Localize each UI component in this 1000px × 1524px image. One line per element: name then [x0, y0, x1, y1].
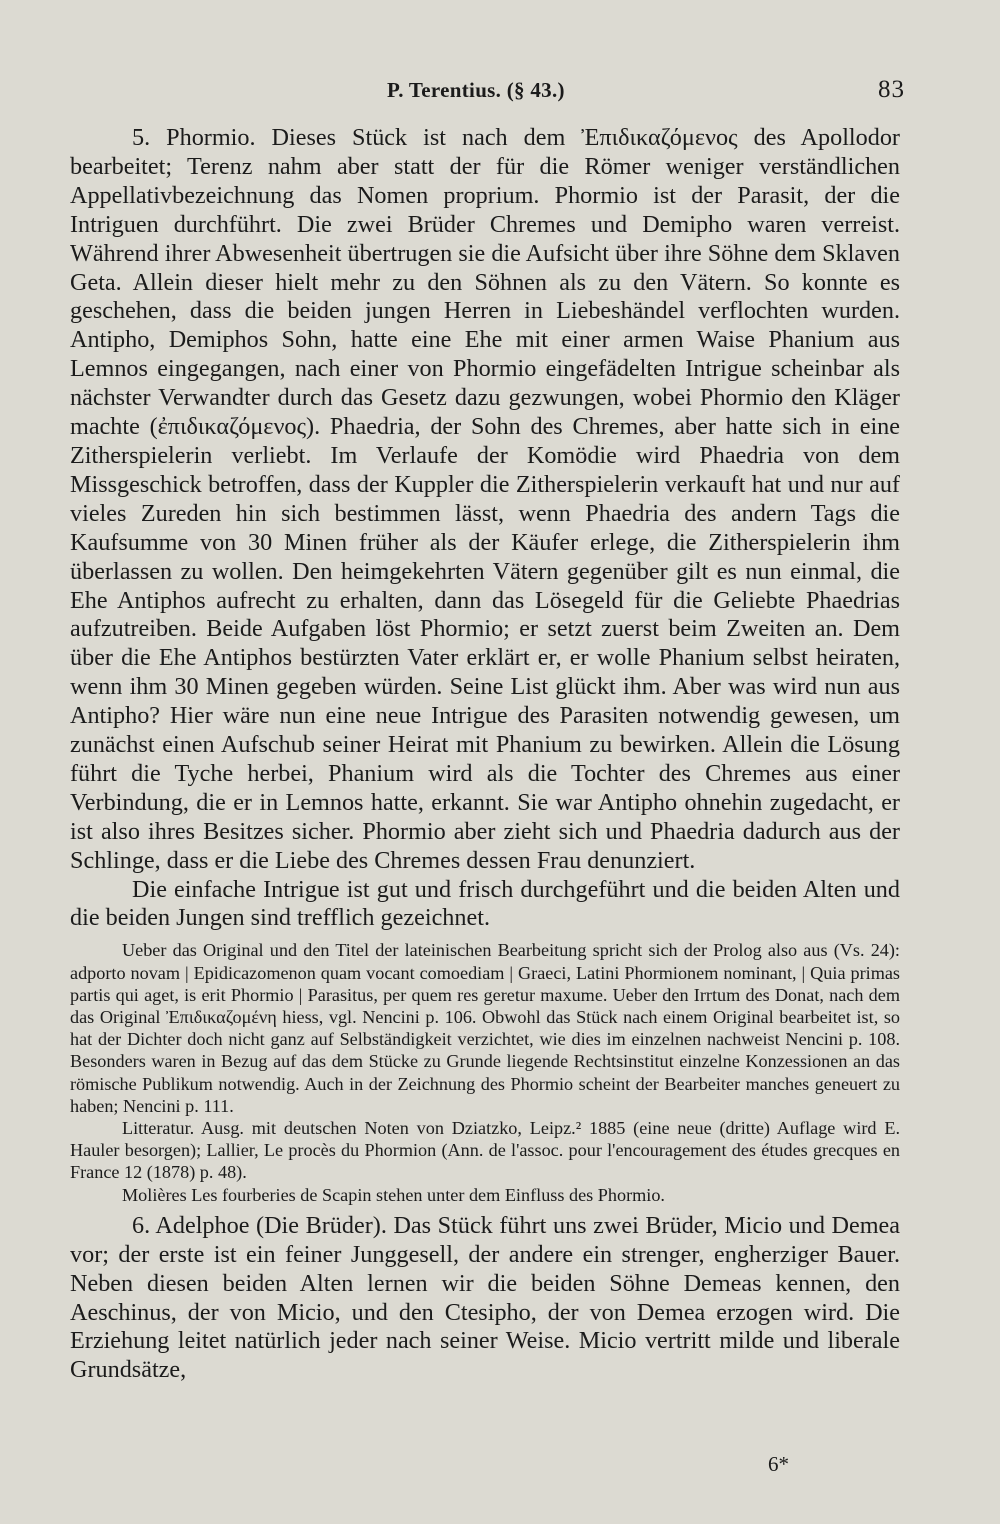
- paragraph-phormio: 5. Phormio. Dieses Stück ist nach dem Ἐπιδικαζόμενος des Apollodor bearbeitet; Terenz nahm aber statt der für die Römer weniger verständlichen Appellativbezeichnung das Nomen proprium. Phormio ist der Parasit, der die Intriguen durchführt. Die zwei Brüder Chremes und Demipho waren verreist. Während ihrer Abwesenheit übertrugen sie die Aufsicht über ihre Söhne dem Sklaven Geta. Allein dieser hielt mehr zu den Söhnen als zu den Vätern. So konnte es geschehen, dass die beiden jungen Herren in Liebeshändel verflochten wurden. Antipho, Demiphos Sohn, hatte eine Ehe mit einer armen Waise Phanium aus Lemnos eingegangen, nach einer von Phormio eingefädelten Intrigue scheinbar als nächster Verwandter durch das Gesetz dazu gezwungen, wobei Phormio den Kläger machte (ἐπιδικαζόμενος). Phaedria, der Sohn des Chremes, aber hatte sich in eine Zitherspielerin verliebt. Im Verlaufe der Komödie wird Phaedria von dem Missgeschick betroffen, dass der Kuppler die Zitherspielerin verkauft hat und nur auf vieles Zureden hin sich bestimmen lässt, wenn Phaedria des andern Tags die Kaufsumme von 30 Minen früher als der Käufer erlege, die Zitherspielerin ihm überlassen zu wollen. Den heimgekehrten Vätern gegenüber gilt es nun einmal, die Ehe Antiphos aufrecht zu erhalten, dann das Lösegeld für die Geliebte Phaedrias aufzutreiben. Beide Aufgaben löst Phormio; er setzt zuerst beim Zweiten an. Dem über die Ehe Antiphos bestürzten Vater erklärt er, er wolle Phanium selbst heiraten, wenn ihm 30 Minen gegeben würden. Seine List glückt ihm. Aber was wird nun aus Antipho? Hier wäre nun eine neue Intrigue des Parasiten notwendig gewesen, um zunächst einen Aufschub seiner Heirat mit Phanium zu bewirken. Allein die Lösung führt die Tyche herbei, Phanium wird als die Tochter des Chremes aus einer Verbindung, die er in Lemnos hatte, erkannt. Sie war Antipho ohnehin zugedacht, er ist also ihres Besitzes sicher. Phormio aber zieht sich und Phaedria dadurch aus der Schlinge, dass er die Liebe des Chremes dessen Frau denunziert.: [70, 124, 900, 874]
- signature-mark: 6*: [768, 1452, 789, 1476]
- running-header: [60, 70, 905, 110]
- page-number: 83: [878, 76, 905, 103]
- running-title: P. Terentius. (§ 43.): [387, 78, 565, 102]
- main-text: [70, 124, 900, 1385]
- paragraph-evaluation: Die einfache Intrigue ist gut und frisch durchgeführt und die beiden Alten und die beiden Jungen sind trefflich gezeichnet.: [70, 875, 900, 932]
- paragraph-adelphoe: 6. Adelphoe (Die Brüder). Das Stück führt uns zwei Brüder, Micio und Demea vor; der erste ist ein feiner Junggesell, der andere ein strenger, engherziger Bauer. Neben diesen beiden Alten lernen wir die beiden Söhne Demeas kennen, den Aeschinus, der von Micio, und den Ctesipho, der von Demea erzogen wird. Die Erziehung leitet natürlich jeder nach seiner Weise. Micio vertritt milde und liberale Grundsätze,: [70, 1211, 900, 1384]
- note-original: Ueber das Original und den Titel der lateinischen Bearbeitung spricht sich der Prolog also aus (Vs. 24): adporto novam | Epidicazomenon quam vocant comoediam | Graeci, Latini Phormionem nominant, | Quia primas partis qui aget, is erit Phormio | Parasitus, per quem res geretur maxume. Ueber den Irrtum des Donat, nach dem das Original Ἐπιδικαζομένη hiess, vgl. Nencini p. 106. Obwohl das Stück nach einem Original bearbeitet ist, so hat der Dichter doch nicht ganz auf Selbständigkeit verzichtet, wie dies im einzelnen nachweist Nencini p. 108. Besonders waren in Bezug auf das dem Stücke zu Grunde liegende Rechtsinstitut einzelne Konzessionen an das römische Publikum notwendig. Auch in der Zeichnung des Phormio scheint der Bearbeiter manches geneuert zu haben; Nencini p. 111.: [70, 940, 900, 1116]
- note-moliere: Molières Les fourberies de Scapin stehen unter dem Einfluss des Phormio.: [122, 1184, 665, 1205]
- notes-block: [70, 939, 900, 1205]
- note-literature: Litteratur. Ausg. mit deutschen Noten von Dziatzko, Leipz.² 1885 (eine neue (dritte) Auflage wird E. Hauler besorgen); Lallier, Le procès du Phormion (Ann. de l'assoc. pour l'encouragement des études grecques en France 12 (1878) p. 48).: [70, 1118, 900, 1183]
